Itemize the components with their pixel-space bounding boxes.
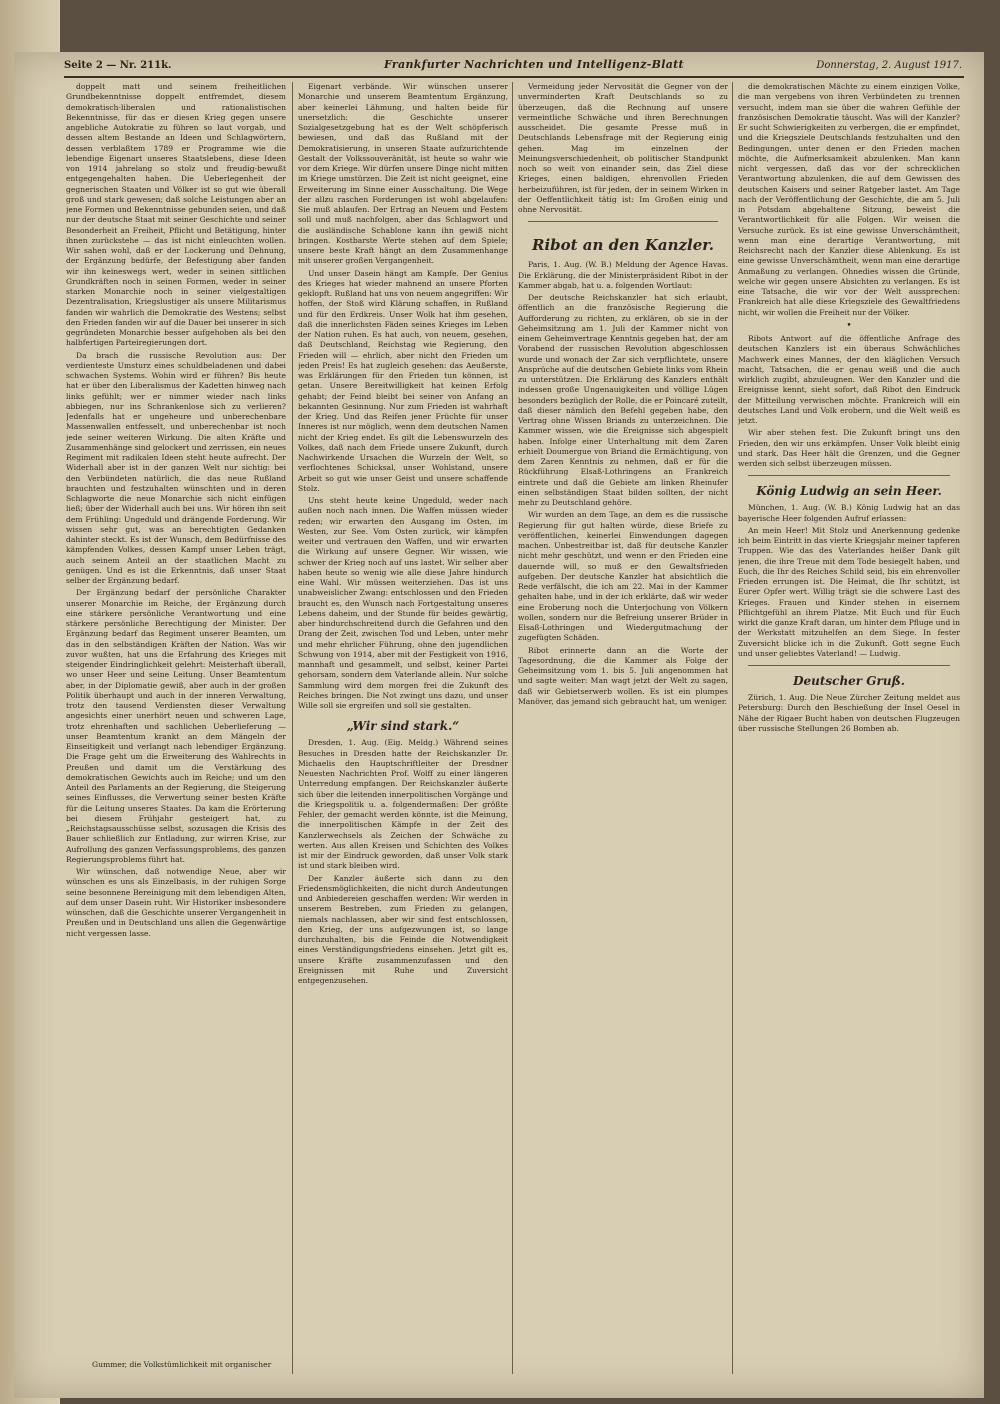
- separator-mark: •: [846, 320, 852, 331]
- column-4: [738, 82, 960, 1386]
- section-rule: [528, 221, 718, 222]
- paragraph: Und unser Dasein hängt am Kampfe. Der Genius des Krieges hat wieder mahnend an unsere Pforten geklopft. Rußland hat uns von neuem angegriffen: Wir hoffen, der Stoß wird Klärung schaffen, in Rußland und für den Erdkreis. Unser Wolk hat ihm gesehen, daß die innerlichsten Fäden seines Krieges im Leben der Nation ruhen. Es hat auch, von neuem, gesehen, daß Deutschland, Reichstag wie Regierung, den Frieden will — ehrlich, aber nicht den Frieden um jeden Preis! Es hat zugleich gesehen: das Aeußerste, was Erklärungen für den Frieden tun können, ist getan. Unsere Bereitwilligkeit hat keinen Erfolg gehabt; der Feind bleibt bei seiner von Anfang an bekannten Gesinnung. Nur zum Frieden ist wahrhaft der Krieg. Und das Reifen jener Früchte für unser Inneres ist nur möglich, wenn dem deutschen Namen nicht der Krieg endet. Es gilt die Lebenswurzeln des Volkes, daß nach dem Friede unsere Zukunft, durch Nachwirkende Ursachen die Wurzeln der Welt, so verflochtenes Schicksal, unser Wohlstand, unsere Arbeit so gut wie unser Geist und unsere schaffende Stolz.: [298, 268, 508, 493]
- column-1: [66, 82, 286, 1386]
- masthead: Frankfurter Nachrichten und Intelligenz-Blatt: [384, 58, 684, 71]
- page-number: Seite 2 — Nr. 211k.: [64, 60, 172, 71]
- paragraph: Uns steht heute keine Ungeduld, weder nach außen noch nach innen. Die Waffen müssen wieder reden; wir erwarten den Ausgang im Osten, im Westen, zur See. Vom Osten zurück, wir kämpfen weiter und vertrauen den Waffen, und wir erwarten die Wirkung auf unsere Gegner. Wir wissen, wie schwer der Krieg noch auf uns lastet. Wir selber aber haben heute so wenig wie alle diese Jahre hindurch eine Wahl. Wir müssen weiterziehen. Das ist uns unabweislicher Zwang: entschlossen und den Frieden braucht es, den Wunsch nach Fortgestaltung unseres Lebens daheim, und der Stunde für beides gewärtig, aber hindurchschreitend durch die Gefahren und den Drang der Zeit, zwischen Tod und Leben, unter mehr und mehr ehrlicher Führung, ohne den jugendlichen Schwung von 1914, aber mit der Festigkeit von 1916, mannhaft und gesammelt, und selbst, keiner Partei gehorsam, sondern dem Vaterlande allein. Nur solche Sammlung wird dem morgen frei die Zukunft des Reiches bringen. Die Not zwingt uns dazu, und unser Wille soll sie ergreifen und soll sie gestalten.: [298, 496, 508, 710]
- paragraph: die demokratischen Mächte zu einem einzigen Volke, die man vergebens von ihren Verbündeten zu trennen versucht, indem man sie über die wahren Gefühle der französischen Demokratie täuscht. Was will der Kanzler? Er sucht Schwierigkeiten zu verbergen, die er empfindet, und die Kriegsziele Deutschlands festzuhalten und den Bedingungen, unter denen er den Frieden machen möchte, die Aufmerksamkeit abzulenken. Man kann nicht vergessen, daß das vor der schrecklichen Verantwortung abzulenken, die auf dem Gewissen des deutschen Kaisers und seiner Ratgeber lastet. Am Tage nach der Veröffentlichung der Geschichte, die am 5. Juli in Potsdam abgehaltene Sitzung, beweist die Verantwortlichkeit für alle Folgen. Wir weisen die Versuche zurück. Es ist eine gewisse Unverschämtheit, wenn man eine derartige Verantwortung, mit Reichsrecht nach der Kanzler diese Ablenkung. Es ist eine gewisse Unverschämtheit, wenn man eine derartige Anmaßung zu verlangen. Ohnedies wissen die Gründe, welche wir gegen unsere Absichten zu verlangen. Es ist eine Tatsache, die wir vor der Welt aussprechen: Frankreich hat alle diese Kriegsziele des Gewaltfriedens nicht, wir wollen die Freiheit nur der Völker.: [738, 82, 960, 317]
- paragraph: Dresden, 1. Aug. (Eig. Meldg.) Während seines Besuches in Dresden hatte der Reichskanzler Dr. Michaelis den Hauptschriftleiter der Dresdner Neuesten Nachrichten Prof. Wolff zu einer längeren Unterredung empfangen. Der Reichskanzler äußerte sich über die leitenden innerpolitischen Vorgänge und die Kriegspolitik u. a. folgendermaßen: Der größte Fehler, der gemacht werden könnte, ist die Meinung, die innerpolitischen Kämpfe in der Zeit des Kanzlerwechsels als Zeichen der Schwäche zu werten. Aus allen Kreisen und Schichten des Volkes ist mir der Eindruck geworden, daß unser Volk stark ist und stark bleiben wird.: [298, 738, 508, 871]
- article-headline: „Wir sind stark.“: [346, 719, 460, 734]
- column-3: [518, 82, 728, 1386]
- paragraph: Wir wünschen, daß notwendige Neue, aber wir wünschen es uns als Einzelbasis, in der ruhigen Sorge seine besonnene Bereinigung mit dem lebendigen Alten, auf dem unser Dasein ruht. Wir Historiker insbesondere wünschen, daß die Geschichte unserer Vergangenheit in Preußen und in Deutschland uns allen die Gegenwärtige nicht vergessen lasse.: [66, 867, 286, 938]
- article-headline: Deutscher Gruß.: [793, 674, 905, 688]
- column-divider: [732, 82, 733, 1374]
- paragraph: Paris, 1. Aug. (W. B.) Meldung der Agence Havas. Die Erklärung, die der Ministerpräsident Ribot in der Kammer abgab, hat u. a. folgenden Wortlaut:: [518, 260, 728, 290]
- section-rule: [748, 665, 950, 666]
- page-header: [64, 56, 976, 78]
- paragraph: Der Kanzler äußerte sich dann zu den Friedensmöglichkeiten, die nicht durch Andeutungen und Anbiedereien geschaffen werden: Wir werden in unserem Bestreben, zum Frieden zu gelangen, niemals nachlassen, aber wir sind fest entschlossen, den Krieg, der uns aufgezwungen ist, so lange durchzuhalten, bis die Feinde die Notwendigkeit eines Verständigungsfriedens einsehen. Jetzt gilt es, unsere Kräfte zusammenzufassen und den Ereignissen mit Ruhe und Zuversicht entgegenzusehen.: [298, 873, 508, 985]
- paragraph: Zürich, 1. Aug. Die Neue Zürcher Zeitung meldet aus Petersburg: Durch den Beschießung der Insel Oesel in Nähe der Rigaer Bucht haben von deutschen Flugzeugen über russische Stellungen 26 Bomben ab.: [738, 693, 960, 733]
- paragraph: Da brach die russische Revolution aus: Der verdienteste Umsturz eines schuldbeladenen und dabei schwachen Systems. Wohin wird er führen? Bis heute hat er über den Liberalismus der Kadetten hinweg nach links gefühlt; wer er nimmer wieder nach links abbiegen, nur ins Schrankenlose sich zu verlieren? Jedenfalls hat er ungeheure und unberechenbare Massenwallen entfesselt, und unberechenbar ist noch jede seiner weiteren Wirkung. Die alten Kräfte und Zusammenhänge sind gelockert und zerrissen, ein neues Regiment mit radikalen Ideen steht heute aufrecht. Der Widerhall aber ist in der ganzen Welt nur sichtig: bei den Verbündeten natürlich, die das neue Rußland brauchten und festzuhalten wünschten und in deren Schlagworte die neue Monarchie sich nicht einfügen ließ; über der Widerhall auch bei uns. Wir hören ihn seit dem Frühling: Ungeduld und drängende Forderung. Wir wissen sehr gut, was an berechtigten Gedanken dahinter steckt. Es ist der Wunsch, dem Bedürfnisse des kämpfenden Volkes, dessen Kampf unser Leben trägt, auch seinem Anteil an der staatlichen Macht zu genügen. Und es ist die Erkenntnis, daß unser Staat selber der Ergänzung bedarf.: [66, 350, 286, 585]
- issue-date: Donnerstag, 2. August 1917.: [816, 60, 962, 71]
- header-rule: [64, 76, 964, 78]
- column-divider: [512, 82, 513, 1374]
- paragraph: Vermeidung jeder Nervosität die Gegner von der unverminderten Kraft Deutschlands so zu überzeugen, daß die Rechnung auf unsere vermeintliche Schwäche und ihren Berechnungen ausscheidet. Die gesamte Presse muß in Deutschlands Lebensfrage mit der Regierung einig gehen. Mag im einzelnen der Meinungsverschiedenheit, ob politischer Standpunkt noch so weit von einander sein, das Ziel diese Krieges, einen baldigen, ehrenvollen Frieden herbeizuführen, ist für jeden, der in seinem Wirken in der Oeffentlichkeit tätig ist: Im Großen einig und ohne Nervosität.: [518, 82, 728, 214]
- section-rule: [748, 475, 950, 476]
- article-headline: Ribot an den Kanzler.: [532, 236, 714, 255]
- paragraph: München, 1. Aug. (W. B.) König Ludwig hat an das bayerische Heer folgenden Aufruf erlassen:: [738, 503, 960, 523]
- paragraph: An mein Heer! Mit Stolz und Anerkennung gedenke ich beim Eintritt in das vierte Kriegsjahr meiner tapferen Truppen. Wie das des Vaterlandes heißer Dank gilt jenen, die ihre Treue mit dem Tode besiegelt haben, und Euch, die Ihr des Reiches Schild seid, bis ein ehrenvoller Frieden errungen ist. Die Heimat, die Ihr schützt, ist Eurer Opfer wert. Willig trägt sie die schwere Last des Krieges. Frauen und Kinder stehen in eisernem Pflichtgefühl an ihrem Platze. Mit Euch und für Euch wirkt die ganze Kraft daran, um hinter dem Pfluge und in der Werkstatt mitzuhelfen an dem Siege. In fester Zuversicht blicke ich in die Zukunft. Gott segne Euch und unser geliebtes Vaterland! — Ludwig.: [738, 525, 960, 658]
- column-divider: [292, 82, 293, 1374]
- paragraph: Eigenart verbände. Wir wünschen unserer Monarchie und unserem Beamtentum Ergänzung, aber keinerlei Lähmung, und halten beide für unersetzlich: die Geschichte unserer Sozialgesetzgebung hat es der Welt schöpferisch bewiesen, und daß das Rußland mit der Demokratisierung, in unseren Staate aufzurichtende Gestalt der Volkssouveränität, ist heute so wahr wie vor dem Kriege. Wir dürfen unsere Dinge nicht mitten im Kriege umstürzen. Die Zeit ist nicht geeignet, eine Erweiterung im Sinne einer Ausschaltung. Die Wege der allzu raschen Forderungen ist wohl abgelaufen: Sie muß ablaufen. Der Ertrag an Neuem und Festem soll und muß nachfolgen, aber das Schlagwort und die ausländische Schablone kann ihn gewiß nicht bringen. Kostbarste Werte stehen auf dem Spiele; unsere beste Kraft hängt an dem Zusammenhange mit unserer großen Vergangenheit.: [298, 82, 508, 266]
- paragraph: Ribots Antwort auf die öffentliche Anfrage des deutschen Kanzlers ist ein überaus Schwächliches Machwerk eines Mannes, der den kläglichen Versuch macht, Tatsachen, die er genau weiß und die auch wirklich zugibt, abzuleugnen. Wer den Kanzler und die Ereignisse kennt, sieht sofort, daß Ribot den Eindruck der Mitteilung verwischen möchte. Frankreich will ein deutsches Land und Volk erobern, und die Welt weiß es jetzt.: [738, 334, 960, 425]
- footer-line: Gummer, die Volkstümlichkeit mit organischer: [92, 1360, 272, 1369]
- paragraph: Der Ergänzung bedarf der persönliche Charakter unserer Monarchie im Reiche, der Ergänzung durch eine stärkere persönliche Verantwortung und eine stärkere persönliche Berechtigung der Minister. Der Ergänzung bedarf das Regiment unserer Beamten, um das in den selbständigen Kräften der Nation. Was wir zuvor wußten, hat uns die Erfahrung des Krieges mit steigender Eindringlichkeit gelehrt: Meisterhaft überall, wo unser Heer und seine Leitung. Unser Beamtentum aber, in der Diplomatie gewiß, aber auch in der großen Politik überhaupt und auch in der inneren Verwaltung, trotz den tausend Verdiensten dieser Verwaltung angesichts einer unerhört neuen und schweren Lage, trotz ehrenhaften und sachlichen Ueberlieferung — unser Beamtentum krankt an dem Mängeln der Einseitigkeit und verlangt nach lebendiger Ergänzung. Die Frage geht um die Erweiterung des Wahlrechts in Preußen und damit um die Verstärkung des demokratischen Gewichts auch im Reiche; und um den Anteil des Parlaments an der Regierung, die Steigerung seines Einflusses, die Verwertung seiner besten Kräfte für die Leitung unseres Staates. Da kam die Erörterung bei diesem Frühjahr gesteigert hat, zu „Reichstagsausschüsse selbst, sozusagen die Krisis des Bauer schließlich zur Entladung, zur wirren Krise, zur Aufrollung des ganzen Verfassungsproblems, des ganzen Regierungsproblems führt hat.: [66, 588, 286, 864]
- article-headline: König Ludwig an sein Heer.: [756, 484, 942, 499]
- paragraph: Der deutsche Reichskanzler hat sich erlaubt, öffentlich an die französische Regierung die Aufforderung zu richten, zu erklären, ob sie in der Geheimsitzung am 1. Juli der Kammer nicht von einem Geheimvertrage Kenntnis gegeben hat, der am Vorabend der russischen Revolution abgeschlossen wurde und wonach der Zar sich verpflichtete, unsere Ansprüche auf die deutschen Gebiete links vom Rhein zu unterstützen. Die Erklärung des Kanzlers enthält indessen große Ungenauigkeiten und völlige Lügen besonders bezüglich der Rolle, die er Poincaré zuteilt, daß dieser nämlich den Befehl gegeben habe, den Vertrag ohne Wissen Briands zu unterzeichnen. Die Kammer wissen, wie die Ereignisse sich abgespielt haben. Infolge einer Unterhaltung mit dem Zaren erhielt Doumergue von Briand die Ermächtigung, von dem Zaren Kenntnis zu nehmen, daß er für die Rückführung Elsaß-Lothringens an Frankreich eintrete und daß die Gebiete am linken Rheinufer einen selbständigen Staat bilden sollten, der nicht mehr zu Deutschland gehöre.: [518, 293, 728, 507]
- paragraph: doppelt matt und seinem freiheitlichen Grundbekenntnisse doppelt entfremdet, diesem demokratisch-liberalen und rationalistischen Bekenntnisse, für das er diesen Krieg gegen unsere angebliche Autokratie zu führen so laut vorgab, und dessen altem Bestande an Ideen und Schlagwörtern, dessen verblaßtem 1789 er Programme wie die lebendige Eigenart unseres Staatslebens, diese Ideen von 1914 jahrelang so stolz und freudig-bewußt entgegengehalten haben. Die Ueberlegenheit der gegnerischen Staaten und Völker ist so gut wie überall groß und stark gewesen; daß solche Leistungen aber an jene Formen und Bekenntnisse gebunden seien, und daß nur der deutsche Staat mit seiner Geschichte und seiner Besonderheit an Freiheit, Pflicht und Betätigung, hinter ihnen zurückstehe — das ist nicht einleuchten wollen. Wir sahen wohl, daß er der Lockerung und Dehnung, der Ergänzung bedürfe, der Befestigung aber fanden wir ihn keineswegs wert, weder in seinen sittlichen Grundkräften noch in seinen Formen, weder in seiner starken Monarchie noch in seiner vielgestaltigen Dezentralisation, Kriegslustiger als unsere Militarismus fanden wir wahrlich die Demokratie des Westens; selbst den Frieden fanden wir auf die Dauer bei unserer in sich gegründeten Monarchie besser aufgehoben als bei den halbfertigen Parteiregierungen dort.: [66, 82, 286, 348]
- paragraph: Wir aber stehen fest. Die Zukunft bringt uns den Frieden, den wir uns erkämpfen. Unser Volk bleibt einig und stark. Das Heer hält die Grenzen, und die Gegner werden sich selbst überzeugen müssen.: [738, 428, 960, 468]
- paragraph: Ribot erinnerte dann an die Worte der Tagesordnung, die die Kammer als Folge der Geheimsitzung vom 1. bis 5. Juli angenommen hat und sagte weiter: Man wagt jetzt der Welt zu sagen, daß wir Gebietserwerb wollen. Es ist ein plumpes Manöver, das jemand sich gebraucht hat, um weniger.: [518, 645, 728, 706]
- column-2: [298, 82, 508, 1386]
- paragraph: Wir wurden an dem Tage, an dem es die russische Regierung für gut halten würde, diese Briefe zu veröffentlichen, keinerlei Einwendungen dagegen machen. Unbestreitbar ist, daß für deutsche Kanzler nicht mehr geschützt, und wenn er den Frieden eine dauernde will, so muß er den Gewaltsfrieden aufgeben. Der deutsche Kanzler hat absichtlich die Rede verfälscht, die ich am 22. Mai in der Kammer gehalten habe, und in der ich erklärte, daß wir weder eine Eroberung noch die Unterjochung von Völkern wollen, sondern nur die Befreiung unserer Brüder in Elsaß-Lothringen und Wiedergutmachung der zugefügten Schäden.: [518, 510, 728, 643]
